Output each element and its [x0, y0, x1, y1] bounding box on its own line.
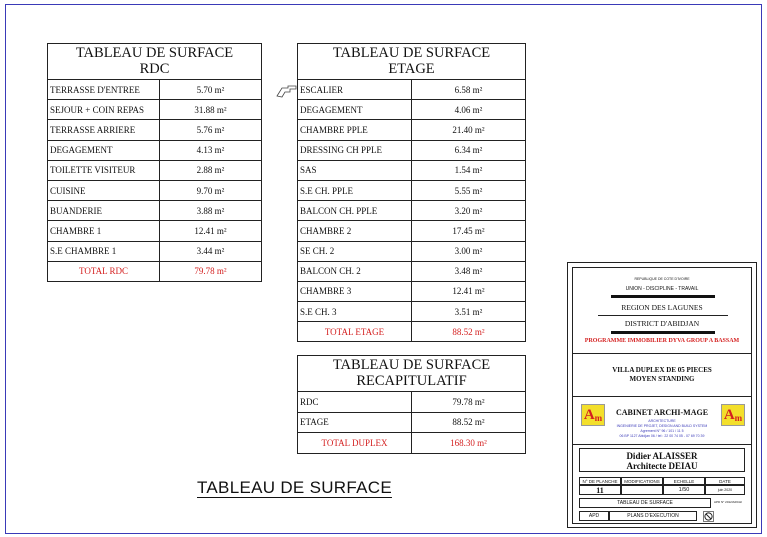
room-area: 3.51 m² — [412, 302, 526, 322]
table-row — [298, 120, 526, 140]
firm-logo-right: $A_m$ — [721, 404, 745, 426]
program-text: PROGRAMME IMMOBILIER DYVA GROUP A BASSAM — [584, 338, 740, 344]
table-row — [298, 392, 526, 413]
total-label: TOTAL ETAGE — [298, 322, 412, 342]
surface-table-etage — [297, 43, 526, 342]
file-ref: APD N° 2012/ARCHI — [713, 500, 743, 504]
table-row — [298, 241, 526, 261]
total-label: TOTAL DUPLEX — [298, 433, 412, 454]
room-area: 3.88 m² — [160, 201, 262, 221]
room-name: DEGAGEMENT — [298, 100, 412, 120]
firm-sub1: ARCHITECTURE — [648, 419, 676, 423]
surface-table-recap — [297, 355, 526, 454]
room-area: 4.06 m² — [412, 100, 526, 120]
room-area: 3.00 m² — [412, 241, 526, 261]
project-line1: VILLA DUPLEX DE 05 PIECES — [612, 366, 712, 374]
firm-name: CABINET ARCHI-MAGE — [615, 408, 709, 417]
room-name: CUISINE — [48, 180, 160, 200]
table-row — [298, 160, 526, 180]
total-row — [48, 261, 262, 281]
room-name: TERRASSE D'ENTREE — [48, 80, 160, 100]
room-area: 12.41 m² — [160, 221, 262, 241]
grid-header: N° DE PLANCHE — [579, 477, 621, 485]
table-row — [48, 80, 262, 100]
table-row — [298, 80, 526, 100]
table-title-line1: TABLEAU DE SURFACE — [332, 357, 491, 373]
total-label: TOTAL RDC — [48, 261, 160, 281]
table-row — [48, 120, 262, 140]
table-title-line2: ETAGE — [388, 61, 435, 77]
room-area: 5.70 m² — [160, 80, 262, 100]
room-name: CHAMBRE 2 — [298, 221, 412, 241]
room-area: 3.44 m² — [160, 241, 262, 261]
divider — [598, 315, 728, 316]
table-title-line2: RDC — [139, 61, 170, 77]
table-row — [298, 412, 526, 433]
table-row — [298, 100, 526, 120]
room-area: 1.54 m² — [412, 160, 526, 180]
room-area: 31.88 m² — [160, 100, 262, 120]
total-value: 168.30 m² — [412, 433, 526, 454]
room-name: BALCON CH. 2 — [298, 261, 412, 281]
scale-value: 1/50 — [663, 485, 705, 495]
grid-header: MODIFICATIONS — [621, 477, 663, 485]
firm-sub2: INGENIERIE DE PROJET, DESIGN AND BUILD SYSTEM — [616, 424, 708, 428]
room-name: ESCALIER — [298, 80, 412, 100]
table-row — [298, 302, 526, 322]
room-area: 3.48 m² — [412, 261, 526, 281]
table-title-line1: TABLEAU DE SURFACE — [332, 45, 491, 61]
total-row — [298, 433, 526, 454]
firm-sub4: 06 BP 1127 Abidjan 06 / tel : 22 00 74 05 - 07 69 70 39 — [619, 434, 705, 438]
title-block-inner — [572, 267, 752, 524]
table-row — [48, 241, 262, 261]
table-row — [48, 160, 262, 180]
table-row — [48, 140, 262, 160]
table-row — [48, 100, 262, 120]
architect-name: Didier ALAISSER — [626, 451, 698, 461]
table-title — [298, 44, 526, 80]
separator-bar — [611, 295, 715, 298]
room-area: 2.88 m² — [160, 160, 262, 180]
table-row — [48, 201, 262, 221]
room-area: 21.40 m² — [412, 120, 526, 140]
table-title — [298, 356, 526, 392]
room-area: 12.41 m² — [412, 281, 526, 301]
table-row — [298, 221, 526, 241]
sheet-number: 11 — [579, 485, 621, 495]
room-name: TERRASSE ARRIERE — [48, 120, 160, 140]
room-name: DEGAGEMENT — [48, 140, 160, 160]
room-name: TOILETTE VISITEUR — [48, 160, 160, 180]
pointer-hand-icon — [276, 83, 298, 99]
no-entry-icon — [703, 511, 714, 522]
table-title-line1: TABLEAU DE SURFACE — [75, 45, 234, 61]
firm-logo-left: $A_m$ — [581, 404, 605, 426]
sheet-title: TABLEAU DE SURFACE — [579, 498, 711, 508]
grid-header: ECHELLE — [663, 477, 705, 485]
total-row — [298, 322, 526, 342]
total-value: 79.78 m² — [160, 261, 262, 281]
region-text: REGION DES LAGUNES — [621, 303, 703, 312]
surface-table-rdc — [47, 43, 262, 282]
table-row — [298, 180, 526, 200]
room-area: 6.34 m² — [412, 140, 526, 160]
room-name: S.E CHAMBRE 1 — [48, 241, 160, 261]
page-caption: TABLEAU DE SURFACE — [197, 478, 392, 497]
room-name: DRESSING CH PPLE — [298, 140, 412, 160]
table-title-line2: RECAPITULATIF — [356, 373, 467, 389]
room-name: S.E CH. PPLE — [298, 180, 412, 200]
table-title — [48, 44, 262, 80]
divider — [573, 444, 751, 445]
firm-sub3: Agrement N° 96 / 101 / 11 5 — [640, 429, 684, 433]
architect-box — [579, 448, 745, 472]
room-name: SAS — [298, 160, 412, 180]
modifications-cell — [621, 485, 663, 495]
architect-title: Architecte DEIAU — [626, 461, 698, 471]
table-row — [48, 221, 262, 241]
room-area: 9.70 m² — [160, 180, 262, 200]
room-name: SEJOUR + COIN REPAS — [48, 100, 160, 120]
total-value: 88.52 m² — [412, 322, 526, 342]
room-area: 3.20 m² — [412, 201, 526, 221]
table-row — [298, 261, 526, 281]
room-name: BUANDERIE — [48, 201, 160, 221]
motto-text: UNION - DISCIPLINE - TRAVAIL — [625, 286, 699, 292]
room-area: 5.55 m² — [412, 180, 526, 200]
room-name: CHAMBRE 1 — [48, 221, 160, 241]
level-area: 79.78 m² — [412, 392, 526, 413]
table-row — [298, 140, 526, 160]
level-area: 88.52 m² — [412, 412, 526, 433]
title-block — [567, 262, 757, 528]
district-text: DISTRICT D'ABIDJAN — [624, 319, 700, 328]
room-name: BALCON CH. PPLE — [298, 201, 412, 221]
room-area: 5.76 m² — [160, 120, 262, 140]
room-area: 17.45 m² — [412, 221, 526, 241]
divider — [573, 396, 751, 397]
room-name: S.E CH. 3 — [298, 302, 412, 322]
level-name: ETAGE — [298, 412, 412, 433]
table-row — [298, 201, 526, 221]
separator-bar — [611, 331, 715, 334]
doc-type-label: PLANS D'EXECUTION — [609, 511, 697, 521]
room-area: 4.13 m² — [160, 140, 262, 160]
divider — [573, 353, 751, 354]
room-area: 6.58 m² — [412, 80, 526, 100]
project-line2: MOYEN STANDING — [629, 375, 695, 383]
room-name: SE CH. 2 — [298, 241, 412, 261]
room-name: CHAMBRE PPLE — [298, 120, 412, 140]
phase-label: APD — [579, 511, 609, 521]
grid-header: DATE — [705, 477, 745, 485]
table-row — [48, 180, 262, 200]
room-name: CHAMBRE 3 — [298, 281, 412, 301]
republic-text: REPUBLIQUE DE COTE D'IVOIRE — [634, 277, 690, 281]
date-value: juin 2020 — [705, 485, 745, 495]
level-name: RDC — [298, 392, 412, 413]
table-row — [298, 281, 526, 301]
